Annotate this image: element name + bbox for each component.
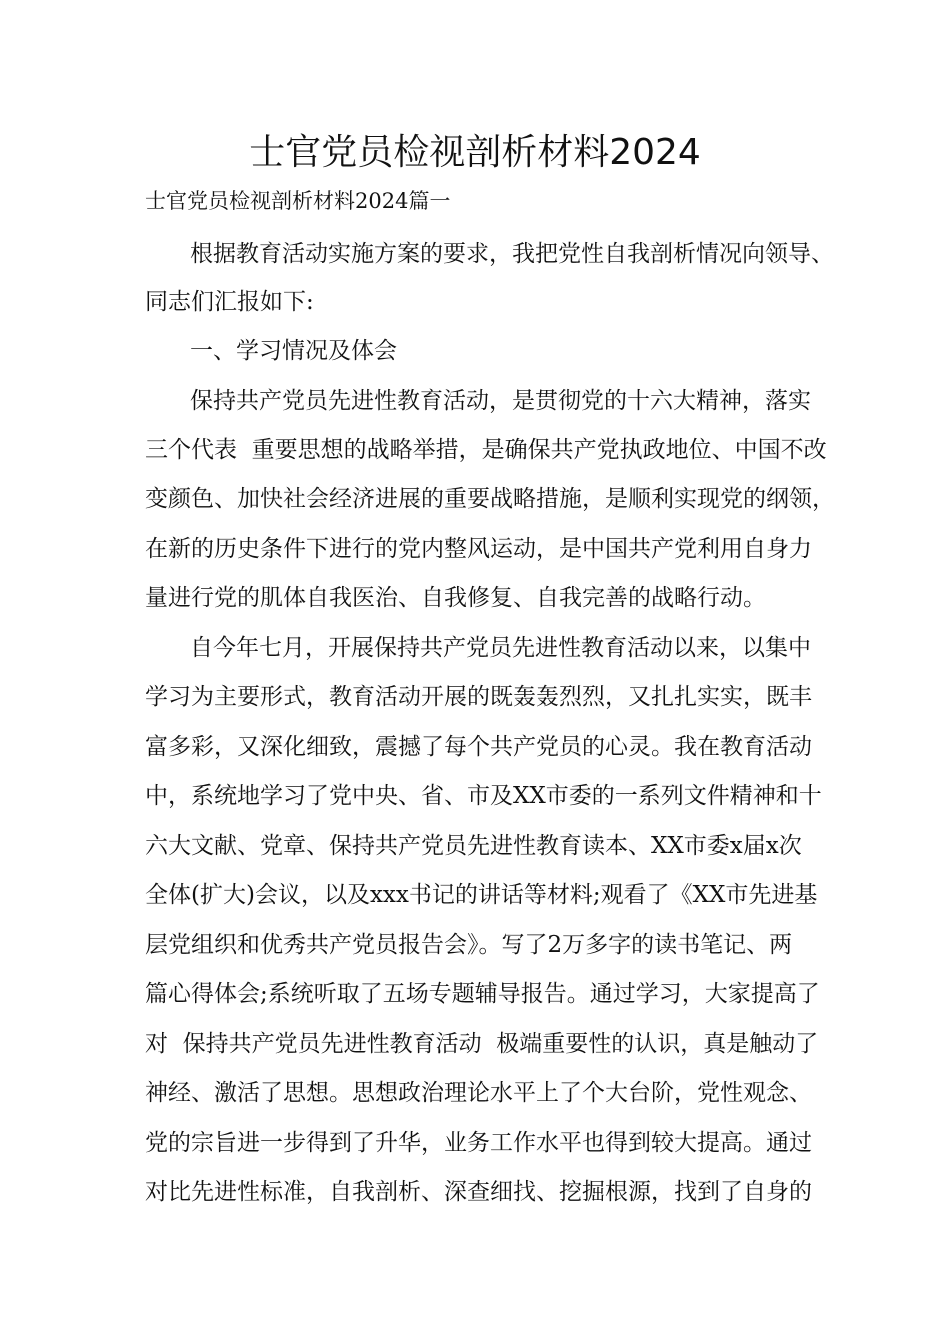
paragraph-line: 在新的历史条件下进行的党内整风运动，是中国共产党利用自身力: [145, 536, 812, 562]
section-heading: 一、学习情况及体会: [190, 338, 397, 364]
paragraph-line: 层党组织和优秀共产党员报告会》。写了2万多字的读书笔记、两: [145, 932, 793, 958]
paragraph-line: 神经、激活了思想。思想政治理论水平上了个大台阶，党性观念、: [145, 1080, 812, 1106]
paragraph-line: 党的宗旨进一步得到了升华，业务工作水平也得到较大提高。通过: [145, 1130, 812, 1156]
paragraph-line: 富多彩，又深化细致，震撼了每个共产党员的心灵。我在教育活动: [145, 734, 812, 760]
paragraph-line: 三个代表 重要思想的战略举措，是确保共产党执政地位、中国不改: [145, 437, 827, 463]
paragraph-line: 篇心得体会;系统听取了五场专题辅导报告。通过学习，大家提高了: [145, 981, 820, 1007]
paragraph-line: 对 保持共产党员先进性教育活动 极端重要性的认识，真是触动了: [145, 1031, 819, 1057]
paragraph-line: 对比先进性标准，自我剖析、深查细找、挖掘根源，找到了自身的: [145, 1179, 812, 1205]
paragraph-line: 学习为主要形式，教育活动开展的既轰轰烈烈，又扎扎实实，既丰: [145, 684, 812, 710]
paragraph-line: 中，系统地学习了党中央、省、市及XX市委的一系列文件精神和十: [145, 783, 822, 809]
paragraph-line: 六大文献、党章、保持共产党员先进性教育读本、XX市委x届x次: [145, 833, 802, 859]
paragraph-line: 同志们汇报如下:: [145, 289, 314, 315]
paragraph-line: 全体(扩大)会议，以及xxx书记的讲话等材料;观看了《XX市先进基: [145, 882, 818, 908]
paragraph-line: 保持共产党员先进性教育活动，是贯彻党的十六大精神，落实: [190, 388, 811, 414]
paragraph-line: 变颜色、加快社会经济进展的重要战略措施，是顺利实现党的纲领，: [145, 486, 835, 512]
document-title: 士官党员检视剖析材料2024: [249, 132, 701, 173]
paragraph-line: 根据教育活动实施方案的要求，我把党性自我剖析情况向领导、: [190, 241, 834, 267]
paragraph-line: 量进行党的肌体自我医治、自我修复、自我完善的战略行动。: [145, 585, 766, 611]
document-subtitle: 士官党员检视剖析材料2024篇一: [145, 189, 451, 213]
paragraph-line: 自今年七月，开展保持共产党员先进性教育活动以来，以集中: [190, 635, 811, 661]
